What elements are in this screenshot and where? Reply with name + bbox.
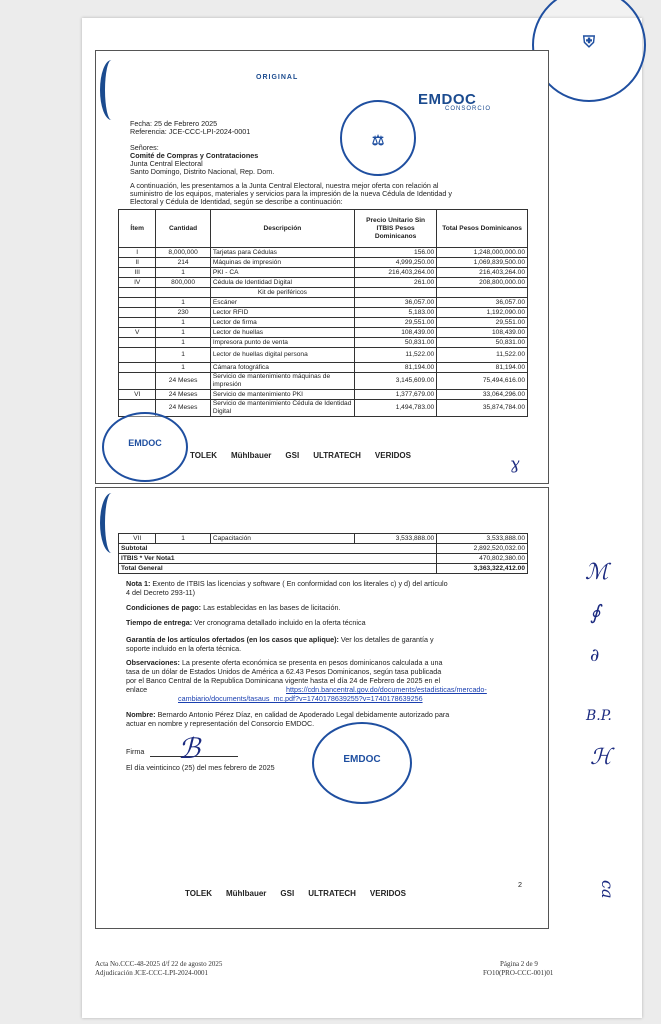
signature-scribble: ℬ (178, 732, 201, 765)
pago-text: Las establecidas en las bases de licitación. (203, 603, 341, 612)
table-row (119, 348, 528, 363)
table-cell: 1 (156, 338, 210, 348)
cell: 3,533,888.00 (437, 534, 528, 544)
garantia-text-1: Ver los detalles de garantía y (340, 635, 434, 644)
table-row (119, 400, 528, 417)
table-cell: 3,145,609.00 (354, 373, 436, 390)
table-cell: 81,194.00 (354, 363, 436, 373)
table-cell: Tarjetas para Cédulas (210, 248, 354, 258)
margin-initials-6: ca (598, 880, 617, 899)
table-cell: Escáner (210, 298, 354, 308)
table-cell: 216,403,264.00 (437, 268, 528, 278)
partner-logo: GSI (285, 451, 300, 460)
table-cell: Cédula de Identidad Digital (210, 278, 354, 288)
nota1-label: Nota 1: (126, 579, 151, 588)
partner-logo: Mühlbauer (225, 889, 267, 898)
col-item: Ítem (119, 210, 156, 248)
obs-text-4: enlace (126, 685, 148, 694)
table-header-row (119, 210, 528, 248)
table-cell (119, 338, 156, 348)
table-row (119, 278, 528, 288)
cell: VII (119, 534, 156, 544)
itbis-label: ITBIS * Ver Nota1 (119, 554, 437, 564)
partner-logo: TOLEK (185, 889, 212, 898)
obs-label: Observaciones: (126, 658, 180, 667)
table-cell: 33,064,296.00 (437, 390, 528, 400)
table-row (119, 298, 528, 308)
table-cell: 81,194.00 (437, 363, 528, 373)
table-cell: 1 (156, 363, 210, 373)
total-row (119, 564, 528, 574)
table-cell (119, 298, 156, 308)
table-cell (119, 373, 156, 390)
partner-logo: GSI (280, 889, 295, 898)
emdoc-stamp-2 (312, 722, 412, 804)
table-cell: 75,494,616.00 (437, 373, 528, 390)
table-cell: 11,522.00 (437, 348, 528, 363)
cell: 3,533,888.00 (354, 534, 436, 544)
coat-of-arms-icon: ⛨ (582, 34, 595, 51)
nota1-text-1: Exento de ITBIS las licencias y software ( En conformidad con los literales c) y d) del artículo (152, 579, 448, 588)
table-cell: 24 Meses (156, 400, 210, 417)
obs-text-3: por el Banco Central de la Republica Dominicana vigente hasta el día 24 de Febrero de 2025 en el (126, 676, 441, 685)
subtotal-value: 2,892,520,032.00 (437, 544, 528, 554)
table-cell: 1,494,783.00 (354, 400, 436, 417)
table-cell: Impresora punto de venta (210, 338, 354, 348)
table-row-vii (119, 534, 528, 544)
letter-committee: Comité de Compras y Contrataciones (130, 151, 259, 160)
emdoc-logo-sub: CONSORCIO (445, 106, 492, 112)
letter-intro-1: A continuación, les presentamos a la Junta Central Electoral, nuestra mejor oferta con relación al (130, 181, 439, 190)
col-precio: Precio Unitario Sin ITBIS Pesos Dominicanos (354, 210, 436, 248)
seal-icon: ⚖ (371, 132, 385, 148)
table-row (119, 248, 528, 258)
footer-form: FO10(PRO-CCC-001)01 (483, 969, 554, 977)
table-cell: II (119, 258, 156, 268)
table-cell (119, 288, 156, 298)
table-row (119, 318, 528, 328)
emdoc-stamp-2-text: EMDOC (343, 754, 381, 765)
margin-initials-4: B.P. (586, 708, 612, 724)
table-row (119, 258, 528, 268)
footer-pagina: Página 2 de 9 (500, 960, 538, 968)
table-cell (119, 348, 156, 363)
letter-reference: Referencia: JCE-CCC-LPI-2024-0001 (130, 127, 251, 136)
nombre-text-2: actuar en nombre y representación del Consorcio EMDOC. (126, 719, 315, 728)
letter-date: Fecha: 25 de Febrero 2025 (130, 119, 218, 128)
table-cell: 24 Meses (156, 390, 210, 400)
table-row (119, 308, 528, 318)
table-cell: 1,248,000,000.00 (437, 248, 528, 258)
table-cell: 35,874,784.00 (437, 400, 528, 417)
table-cell: 8,000,000 (156, 248, 210, 258)
table-cell: PKI - CA (210, 268, 354, 278)
table-cell: 29,551.00 (437, 318, 528, 328)
table-row (119, 338, 528, 348)
table-cell: Máquinas de impresión (210, 258, 354, 268)
table-cell: Servicio de mantenimiento Cédula de Identidad Digital (210, 400, 354, 417)
table-row (119, 373, 528, 390)
partner-logo: ULTRATECH (308, 889, 356, 898)
table-cell: Servicio de mantenimiento máquinas de impresión (210, 373, 354, 390)
table-cell: III (119, 268, 156, 278)
table-cell: 29,551.00 (354, 318, 436, 328)
original-mark: ORIGINAL (256, 74, 299, 81)
cell: 1 (156, 534, 210, 544)
table-cell (156, 288, 210, 298)
emdoc-swoosh-icon (100, 60, 123, 120)
table-row (119, 390, 528, 400)
table-cell: Kit de periféricos (210, 288, 354, 298)
fecha-firma: El día veinticinco (25) del mes febrero de 2025 (126, 763, 275, 772)
condiciones-pago (126, 604, 341, 612)
margin-initials-1: ℳ (585, 560, 609, 585)
table-cell: Servicio de mantenimiento PKI (210, 390, 354, 400)
partner-logo: ULTRATECH (313, 451, 361, 460)
firma-label: Firma (126, 747, 145, 756)
partner-logo: VERIDOS (369, 889, 406, 898)
initials-scribble-1: ɣ (510, 454, 520, 473)
margin-initials-2: ∮ (590, 600, 601, 624)
table-cell: 24 Meses (156, 373, 210, 390)
table-cell (119, 363, 156, 373)
table-cell: VI (119, 390, 156, 400)
nombre-label: Nombre: (126, 710, 156, 719)
table-cell: 1,192,090.00 (437, 308, 528, 318)
table-cell: 216,403,264.00 (354, 268, 436, 278)
subtotal-row (119, 544, 528, 554)
tiempo-entrega (126, 619, 366, 627)
table-cell: IV (119, 278, 156, 288)
table-cell: 1 (156, 348, 210, 363)
table-cell: 50,831.00 (437, 338, 528, 348)
table-cell: Cámara fotográfica (210, 363, 354, 373)
nota1-text-2: 4 del Decreto 293-11) (126, 588, 195, 597)
letter-city: Santo Domingo, Distrito Nacional, Rep. Dom. (130, 167, 275, 176)
table-cell: 156.00 (354, 248, 436, 258)
col-cantidad: Cantidad (156, 210, 210, 248)
table-cell: Lector RFID (210, 308, 354, 318)
footer-adjudicacion: Adjudicación JCE-CCC-LPI-2024-0001 (95, 969, 208, 977)
table-cell: 5,183.00 (354, 308, 436, 318)
partner-logo: Mühlbauer (230, 451, 272, 460)
nombre-text-1: Bernardo Antonio Pérez Díaz, en calidad de Apoderado Legal debidamente autorizado para (157, 710, 450, 719)
table-cell (119, 318, 156, 328)
table-cell: 208,800,000.00 (437, 278, 528, 288)
letter-intro-3: Electoral y Cédula de Identidad, según se describe a continuación: (130, 197, 343, 206)
table-cell: 1 (156, 268, 210, 278)
garantia-label: Garantía de los artículos ofertados (en los casos que aplique): (126, 635, 339, 644)
itbis-value: 470,802,380.00 (437, 554, 528, 564)
emdoc-stamp-1 (102, 412, 188, 482)
table-cell: 36,057.00 (437, 298, 528, 308)
garantia-text-2: soporte incluido en la oferta técnica. (126, 644, 242, 653)
table-cell: 1,377,679.00 (354, 390, 436, 400)
table-cell: Lector de huellas digital persona (210, 348, 354, 363)
offer-table (118, 209, 528, 417)
table-cell: 1 (156, 328, 210, 338)
table-row (119, 363, 528, 373)
emdoc-logo: EMDOC (418, 91, 477, 108)
obs-text-2: tasa de un dólar de Estados Unidos de América a 62.43 Pesos Dominicanos, según tasa publicada (126, 667, 442, 676)
itbis-row (119, 554, 528, 564)
table-row (119, 268, 528, 278)
entrega-text: Ver cronograma detallado incluido en la oferta técnica (194, 618, 366, 627)
table-cell: 108,439.00 (354, 328, 436, 338)
total-value: 3,363,322,412.00 (437, 564, 528, 574)
partner-logos-1 (190, 451, 411, 460)
notary-stamp (340, 100, 416, 176)
table-cell: 4,999,250.00 (354, 258, 436, 268)
table-cell: 261.00 (354, 278, 436, 288)
letter-org: Junta Central Electoral (130, 159, 203, 168)
letter-intro-2: suministro de los equipos, materiales y servicios para la impresión de la nueva Cédula de Identidad y (130, 189, 453, 198)
table-cell: 1,069,839,500.00 (437, 258, 528, 268)
cell: Capacitación (210, 534, 354, 544)
partner-logos-2 (185, 889, 406, 898)
table-cell (354, 288, 436, 298)
table-cell: Lector de huellas (210, 328, 354, 338)
table-cell: 11,522.00 (354, 348, 436, 363)
table-cell: 1 (156, 318, 210, 328)
obs-link-1[interactable]: https://cdn.bancentral.gov.do/documents/estadisticas/mercado- (286, 685, 487, 694)
table-cell: V (119, 328, 156, 338)
margin-initials-5: ℋ (590, 745, 612, 770)
table-cell (437, 288, 528, 298)
table-cell: 50,831.00 (354, 338, 436, 348)
obs-text-1: La presente oferta económica se presenta en pesos dominicanos calculada a una (181, 658, 443, 667)
subtotal-label: Subtotal (119, 544, 437, 554)
table-cell: I (119, 248, 156, 258)
pago-label: Condiciones de pago: (126, 603, 202, 612)
table-cell (119, 308, 156, 318)
obs-link-2[interactable]: cambiario/documents/tasaus_mc.pdf?v=1740178639255?v=1740178639256 (178, 694, 423, 703)
table-row (119, 328, 528, 338)
table-cell: Lector de firma (210, 318, 354, 328)
emdoc-stamp-1-text: EMDOC (128, 438, 162, 448)
col-total: Total Pesos Dominicanos (437, 210, 528, 248)
table-cell: 108,439.00 (437, 328, 528, 338)
letter-greeting: Señores: (130, 143, 159, 152)
table-cell: 214 (156, 258, 210, 268)
table-row (119, 288, 528, 298)
entrega-label: Tiempo de entrega: (126, 618, 193, 627)
partner-logo: VERIDOS (374, 451, 411, 460)
table-cell: 230 (156, 308, 210, 318)
total-label: Total General (119, 564, 437, 574)
table-cell: 800,000 (156, 278, 210, 288)
table-cell: 36,057.00 (354, 298, 436, 308)
margin-initials-3: ∂ (590, 645, 600, 666)
table-cell: 1 (156, 298, 210, 308)
col-descripcion: Descripción (210, 210, 354, 248)
partner-logo: TOLEK (190, 451, 217, 460)
footer-acta: Acta No.CCC-48-2025 d/f 22 de agosto 2025 (95, 960, 223, 968)
offer-table-continued (118, 533, 528, 574)
page-number: 2 (518, 880, 522, 889)
